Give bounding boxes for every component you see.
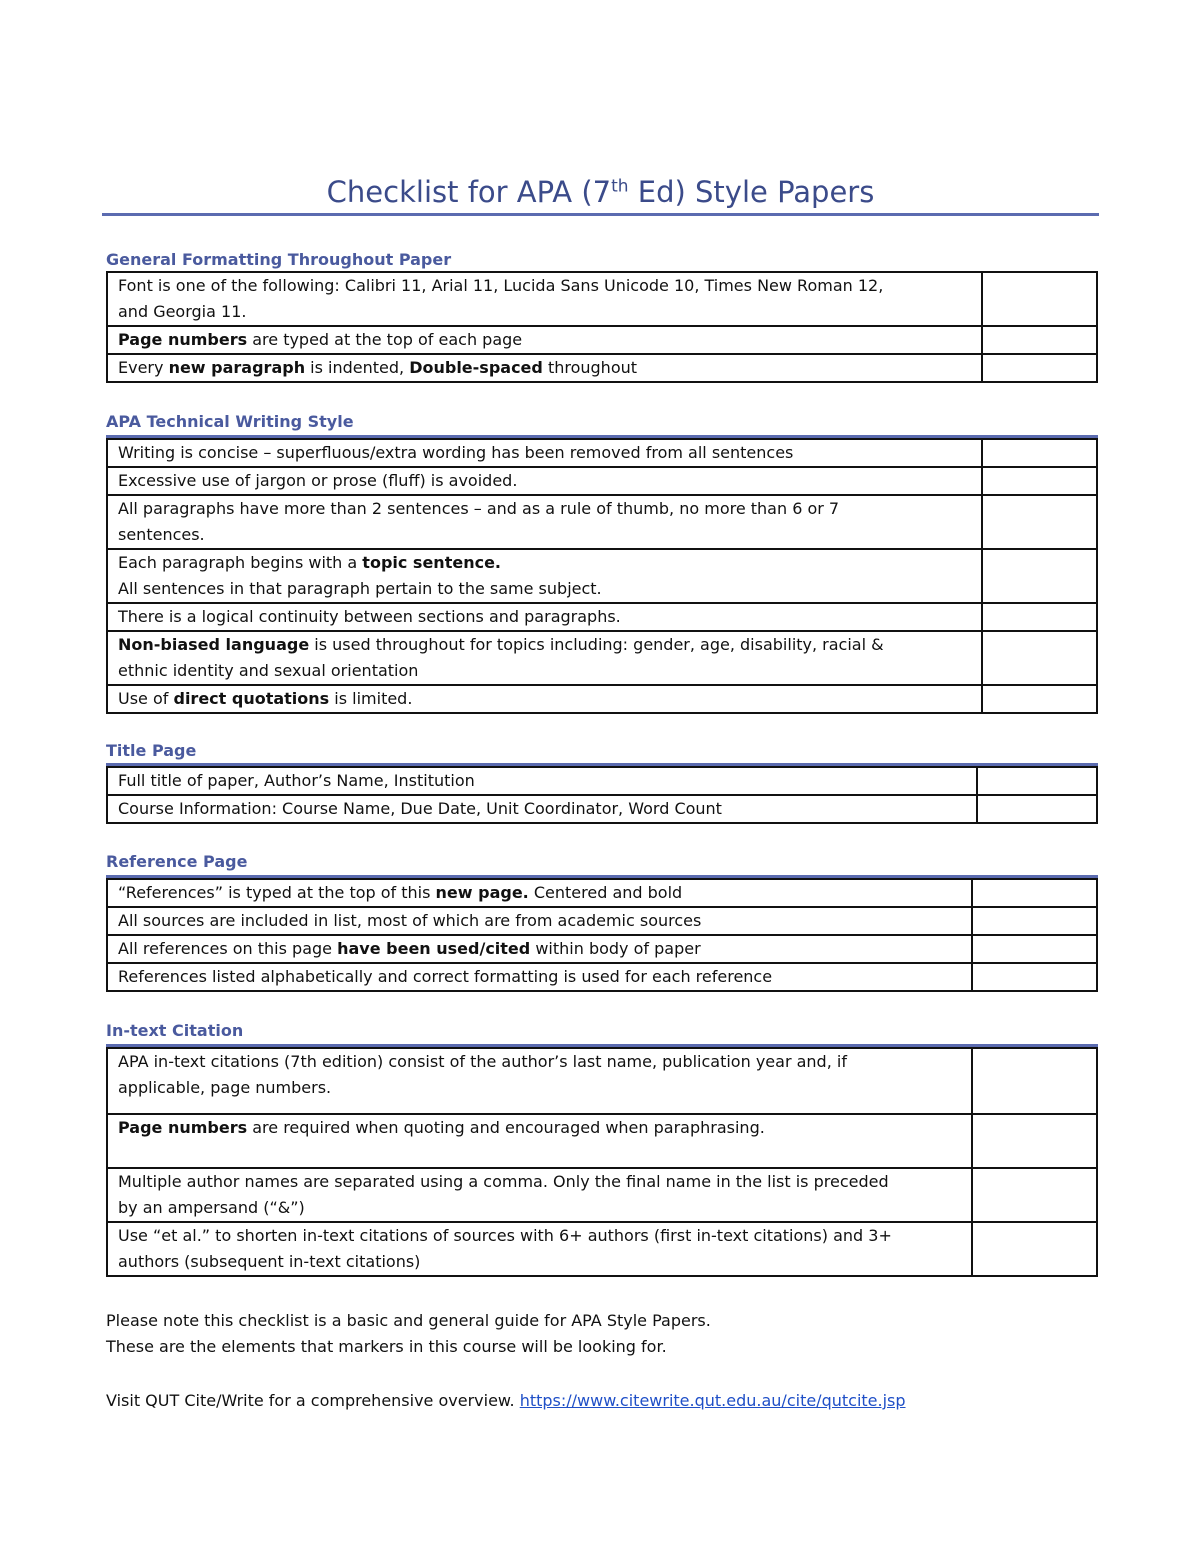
checkbox-cell[interactable]	[982, 495, 1097, 549]
title-underline	[102, 213, 1099, 216]
checkbox-cell[interactable]	[972, 1168, 1097, 1222]
checklist-item-page-numbers-quoting: Page numbers are required when quoting and encouraged when paraphrasing.	[107, 1114, 972, 1168]
table-row	[107, 1114, 1097, 1168]
checklist-table-title-page	[106, 766, 1098, 824]
table-row	[107, 1048, 1097, 1114]
checkbox-cell[interactable]	[972, 935, 1097, 963]
checklist-item-topic-sentence: Each paragraph begins with a topic sentence. All sentences in that paragraph pertain to the same subject.	[107, 549, 982, 603]
checkbox-cell[interactable]	[982, 272, 1097, 326]
table-row	[107, 935, 1097, 963]
footer-visit-line	[106, 1388, 906, 1414]
title-text-rest: Ed) Style Papers	[628, 175, 875, 209]
section-heading-in-text-citation: In-text Citation	[106, 1021, 244, 1040]
checklist-table-general	[106, 271, 1098, 383]
section-heading-title-page: Title Page	[106, 741, 197, 760]
section-heading-technical: APA Technical Writing Style	[106, 412, 354, 431]
checkbox-cell[interactable]	[977, 767, 1097, 795]
table-row	[107, 879, 1097, 907]
section-heading-reference-page: Reference Page	[106, 852, 248, 871]
footer-note-2: These are the elements that markers in this course will be looking for.	[106, 1337, 667, 1356]
section-heading-general: General Formatting Throughout Paper	[106, 250, 452, 269]
footer-note-1: Please note this checklist is a basic and general guide for APA Style Papers.	[106, 1311, 711, 1330]
checkbox-cell[interactable]	[972, 879, 1097, 907]
checklist-table-in-text-citation	[106, 1047, 1098, 1277]
checkbox-cell[interactable]	[982, 631, 1097, 685]
checkbox-cell[interactable]	[972, 1222, 1097, 1276]
checkbox-cell[interactable]	[972, 1114, 1097, 1168]
checklist-item-jargon: Excessive use of jargon or prose (fluff) is avoided.	[107, 467, 982, 495]
checkbox-cell[interactable]	[982, 354, 1097, 382]
table-row	[107, 631, 1097, 685]
checklist-item-new-paragraph: Every new paragraph is indented, Double-spaced throughout	[107, 354, 982, 382]
checklist-item-sources-included: All sources are included in list, most of which are from academic sources	[107, 907, 972, 935]
checklist-item-continuity: There is a logical continuity between sections and paragraphs.	[107, 603, 982, 631]
table-row	[107, 907, 1097, 935]
page-title	[102, 168, 1099, 216]
checklist-item-alphabetical: References listed alphabetically and correct formatting is used for each reference	[107, 963, 972, 991]
checkbox-cell[interactable]	[982, 326, 1097, 354]
checklist-item-et-al: Use “et al.” to shorten in-text citations of sources with 6+ authors (first in-text citations) and 3+ authors (subsequent in-text citations)	[107, 1222, 972, 1276]
table-row	[107, 326, 1097, 354]
checkbox-cell[interactable]	[982, 439, 1097, 467]
checklist-table-technical	[106, 438, 1098, 714]
table-row	[107, 963, 1097, 991]
checklist-item-references-used: All references on this page have been used/cited within body of paper	[107, 935, 972, 963]
checklist-item-page-numbers: Page numbers are typed at the top of each page	[107, 326, 982, 354]
table-row	[107, 272, 1097, 326]
checklist-item-course-info: Course Information: Course Name, Due Date, Unit Coordinator, Word Count	[107, 795, 977, 823]
checkbox-cell[interactable]	[972, 963, 1097, 991]
checkbox-cell[interactable]	[982, 603, 1097, 631]
checkbox-cell[interactable]	[982, 467, 1097, 495]
checklist-item-concise: Writing is concise – superfluous/extra wording has been removed from all sentences	[107, 439, 982, 467]
table-row	[107, 439, 1097, 467]
title-text: Checklist for APA (7	[326, 175, 612, 209]
checkbox-cell[interactable]	[972, 1048, 1097, 1114]
checklist-item-multiple-authors: Multiple author names are separated using a comma. Only the final name in the list is preceded by an ampersand (“&”)	[107, 1168, 972, 1222]
checkbox-cell[interactable]	[982, 685, 1097, 713]
checklist-item-paragraph-length: All paragraphs have more than 2 sentences – and as a rule of thumb, no more than 6 or 7 sentences.	[107, 495, 982, 549]
checkbox-cell[interactable]	[977, 795, 1097, 823]
checklist-item-references-typed: “References” is typed at the top of this new page. Centered and bold	[107, 879, 972, 907]
table-row	[107, 767, 1097, 795]
checkbox-cell[interactable]	[982, 549, 1097, 603]
table-row	[107, 495, 1097, 549]
title-superscript: th	[611, 176, 629, 197]
table-row	[107, 354, 1097, 382]
table-row	[107, 1222, 1097, 1276]
table-row	[107, 1168, 1097, 1222]
checkbox-cell[interactable]	[972, 907, 1097, 935]
checklist-item-non-biased: Non-biased language is used throughout for topics including: gender, age, disability, racial & ethnic identity and sexual orientation	[107, 631, 982, 685]
table-row	[107, 603, 1097, 631]
checklist-item-font: Font is one of the following: Calibri 11, Arial 11, Lucida Sans Unicode 10, Times New Roman 12, and Georgia 11.	[107, 272, 982, 326]
citewrite-link[interactable]: https://www.citewrite.qut.edu.au/cite/qutcite.jsp	[519, 1391, 906, 1410]
table-row	[107, 685, 1097, 713]
table-row	[107, 467, 1097, 495]
table-row	[107, 795, 1097, 823]
checklist-table-reference-page	[106, 878, 1098, 992]
table-row	[107, 549, 1097, 603]
visit-text: Visit QUT Cite/Write for a comprehensive overview.	[106, 1391, 520, 1410]
checklist-item-full-title: Full title of paper, Author’s Name, Institution	[107, 767, 977, 795]
checklist-item-citation-consist: APA in-text citations (7th edition) consist of the author’s last name, publication year and, if applicable, page numbers.	[107, 1048, 972, 1114]
checklist-item-quotations: Use of direct quotations is limited.	[107, 685, 982, 713]
